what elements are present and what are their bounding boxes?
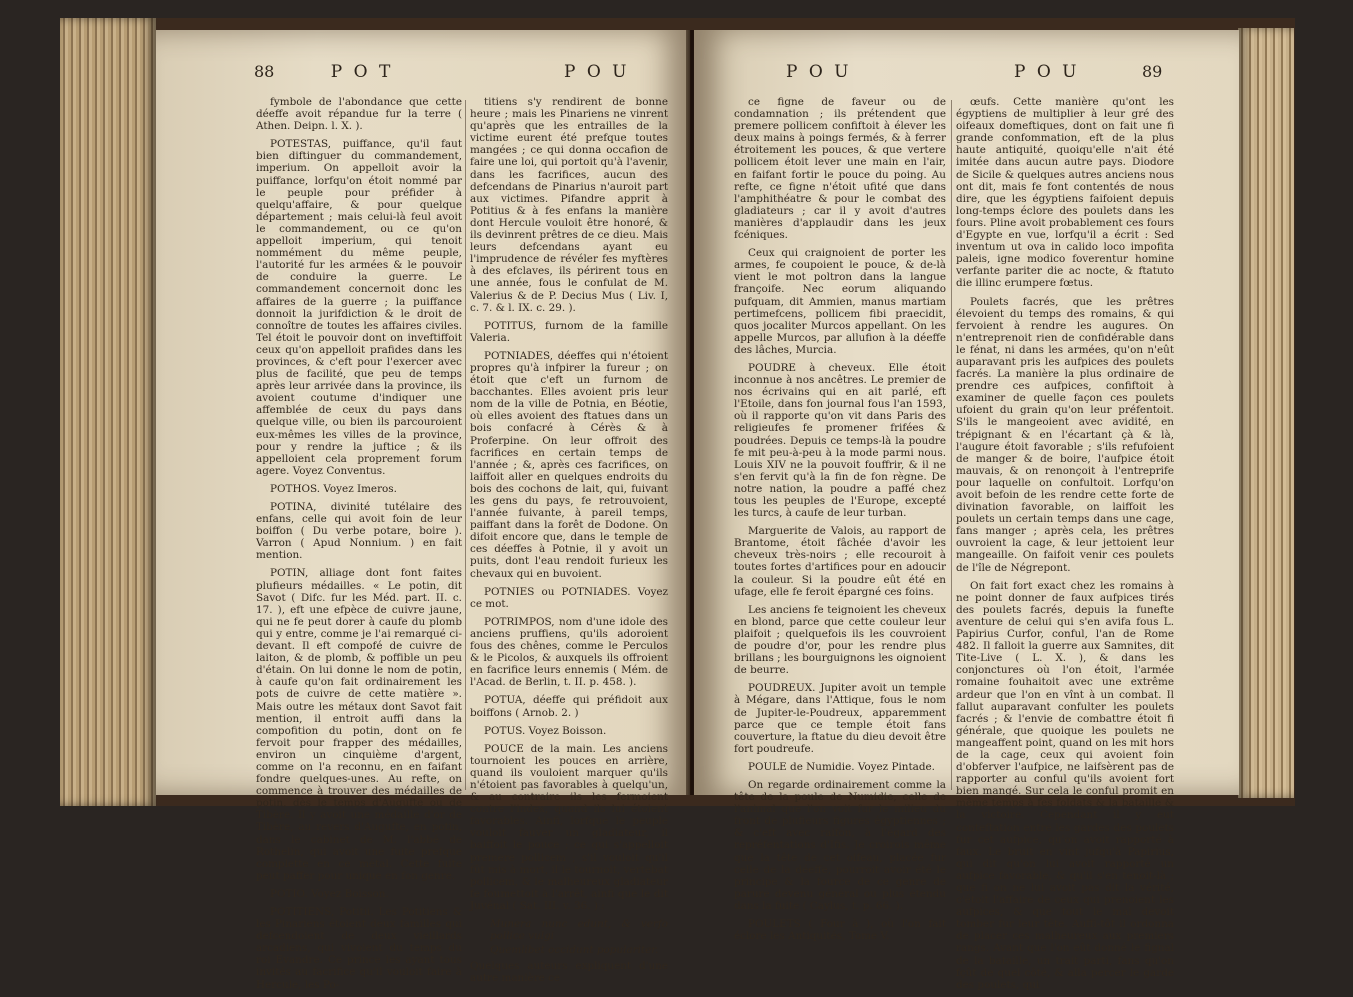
paragraph: POTITIENS, Potitii. Les Potitiens & les Pinariens étoient deux familles qui defcendoient de deux vieillards arcadiens, qui vivoient du temps du roi Evandre. Ce prince les ayant tous invités au facrifice qu'il vouloit faire à Hercule, les Po- <box>256 906 462 991</box>
paragraph: Ceux qui craignoient de porter les armes, fe coupoient le pouce, & de-là vient le mot poltron dans la langue françoife. Nec eorum aliquando pufquam, dit Ammien, manus martiam pertimefcens, pollicem fibi praecidit, quos jocaliter Murcos appellant. On les appelle Murcos, par allufion à la déeffe des lâches, Murcia. <box>734 247 946 356</box>
left-page-edges <box>60 18 156 806</box>
left-page-header <box>254 62 630 82</box>
paragraph: Quelques auteurs expliquent d'une autre manière ce <box>470 960 668 985</box>
paragraph: POTIO. Voyez Boisson. <box>270 887 389 900</box>
right-page-edges <box>1238 28 1294 798</box>
left-column-2 <box>470 96 668 990</box>
paragraph: POTESTAS, puiffance, qu'il faut bien diftinguer du commandement, imperium. On appelloit avoir la puiffance, lorfqu'on étoit nommé par le peuple pour préfider à quelqu'affaire, & pour quelque département ; mais celui-là feul avoit le commandement, ou ce qu'on appelloit imperium, qui tenoit nommément du même peuple, l'autorité fur les armées & le pouvoir de conduire la guerre. Le commandement concernoit donc les affaires de la guerre ; la puiffance donnoit la jurifdiction & le droit de connoître de toutes les affaires civiles. Tel étoit le pouvoir dont on inveftiffoit ceux qu'on appelloit prafides dans les provinces, & c'eft pour l'exercer avec plus de facilité, que peu de temps après leur arrivée dans la province, ils avoient coutume d'indiquer une affemblée de ceux du pays dans quelque ville, ou bien ils parcouroient eux-mêmes les villes de la province, pour y rendre la juftice ; & ils appelloient cela proprement forum agere. Voyez Conventus. <box>256 138 462 477</box>
paragraph: œufs. Cette manière qu'ont les égyptiens de multiplier à leur gré des oifeaux domeftiques, dont on fait une fi grande confommation, eft de la plus haute antiquité, quoiqu'elle n'ait été imitée dans aucun autre pays. Diodore de Sicile & quelques autres anciens nous ont dit, mais fe font contentés de nous dire, que les égyptiens faifoient depuis long-temps éclore des poulets dans les fours. Pline avoit probablement ces fours d'Egypte en vue, lorfqu'il a écrit : Sed inventum ut ova in calido loco impofita paleis, igne modico foverentur homine verfante pariter die ac nocte, & ftatuto die illinc erumpere fœtus. <box>956 96 1174 290</box>
paragraph: POTNIES ou POTNIADES. Voyez ce mot. <box>470 585 668 610</box>
paragraph: POTINA, divinité tutélaire des enfans, celle qui avoit foin de leur boiffon ( Du verbe potare, boire ). Varron ( Apud Nonnium. ) en fait mention. <box>256 501 462 562</box>
paragraph: POTUS. Voyez Boisson. <box>484 724 607 737</box>
verse-line: Munera nunc edunt, & verfo pollice vulgi <box>490 918 668 943</box>
right-header-word-2: P O U <box>1014 62 1080 82</box>
paragraph: POUDREUX. Jupiter avoit un temple à Mégare, dans l'Attique, fous le nom de Jupiter-le-Poudreux, apparemment parce que ce temple étoit fans couverture, la ftatue du dieu devoit être fort poudreufe. <box>734 682 946 755</box>
right-page-number: 89 <box>1142 62 1163 81</box>
left-header-word-2: P O U <box>564 62 630 82</box>
paragraph: POTRIMPOS, nom d'une idole des anciens pruffiens, qu'ils adoroient fous des chênes, comme le Perculos & le Picolos, & auxquels ils offroient en facrifice leurs ennemis ( Mém. de l'Acad. de Berlin, t. II. p. 458. ). <box>470 615 668 689</box>
column-rule <box>951 100 952 790</box>
right-column-1 <box>734 96 946 948</box>
paragraph: Poulets facrés, que les prêtres élevoient du temps des romains, & qui fervoient à rendre les augures. On n'entreprenoit rien de confidérable dans le fénat, ni dans les armées, qu'on n'eût auparavant pris les aufpices des poulets facrés. La manière la plus ordinaire de prendre ces aufpices, confiftoit à examiner de quelle façon ces poulets ufoient du grain qu'on leur préfentoit. S'ils le mangeoient avec avidité, en trépignant & en l'écartant çà & là, l'augure étoit favorable ; s'ils refufoient de manger & de boire, l'aufpice étoit mauvais, & on renonçoit à l'entreprife pour laquelle on confultoit. Lorfqu'on avoit befoin de les rendre cette forte de divination favorable, on laiffoit les poulets un certain temps dans une cage, fans manger ; après cela, les prêtres ouvroient la cage, & leur jettoient leur mangeaille. On faifoit venir ces poulets de l'île de Négrepont. <box>956 295 1174 574</box>
left-page <box>156 30 690 991</box>
paragraph: POULE de Numidie. Voyez Pintade. <box>748 760 935 773</box>
paragraph: Les anciens fe teignoient les cheveux en blond, parce que cette couleur leur plaifoit ; quelquefois ils les couvroient de poudre d'or, pour les rendre plus brillans ; les bourguignons les oignoient de beurre. <box>734 603 946 677</box>
paragraph: POUDRE à cheveux. Elle étoit inconnue à nos ancêtres. Le premier de nos écrivains qui en ait parlé, eft l'Etoile, dans fon journal fous l'an 1593, où il rapporte qu'on vit dans Paris des religieufes fe promener frifées & poudrées. Depuis ce temps-là la poudre fe mit peu-à-peu à la mode parmi nous. Louis XIV ne la pouvoit fouffrir, & il ne s'en fervit qu'à la fin de fon règne. De notre nation, la poudre a paffé chez tous les peuples de l'Europe, excepté les turcs, à caufe de leur turban. <box>734 361 946 520</box>
paragraph: POTHOS. Voyez Imeros. <box>270 482 397 495</box>
paragraph: POTUA, déeffe qui préfidoit aux boiffons ( Arnob. 2. ) <box>470 694 668 719</box>
left-column-1 <box>256 96 462 997</box>
paragraph: POULETS ( Four à ), où l'on fait éclore les Antiquités, Tome V. <box>734 918 946 943</box>
right-header-word: P O U <box>786 62 852 82</box>
left-page-number: 88 <box>254 62 275 81</box>
right-page <box>694 30 1239 991</box>
paragraph: POTITUS, furnom de la famille Valeria. <box>470 319 668 344</box>
right-page-header <box>786 62 1226 82</box>
paragraph: ce figne de faveur ou de condamnation ; ils prétendent que premere pollicem confiftoit à élever les deux mains à poings fermés, & à ferrer étroitement les pouces, & que vertere pollicem étoit lever une main en l'air, en faifant fortir le pouce du poing. Au refte, ce figne n'étoit ufité que dans l'amphithéatre & pour le combat des gladiateurs ; car il y avoit d'autres manières d'applaudir dans les jeux fcéniques. <box>734 96 946 242</box>
paragraph: POUCE de la main. Les anciens tournoient les pouces en arrière, quand ils vouloient marquer qu'ils n'étoient pas favorables à quelqu'un, & au contraire ils les fermoient contre l'index, quand ils lui étoient favorables. Ainfi, lorfque le peuple vouloit fauver un gladiateur, il baiffoit le pouce ; ce qui s'appelloit premere pollicem ; s'il vouloit qu'il fût mis à mort, il le tournoit, vertebat pollicem, & le malheureux gladiateur fe foumettoit à l'arrêt, ainfi que le dit Juvénal ( Sat. III. v. 36. ) : <box>470 742 668 912</box>
paragraph: On regarde ordinairement comme la tête de la poule de Numidie, celle de l'animal que l'on voit fur le milieu du front de plufieurs figures égyptiennes ; & c'eft avec raifon, à l'égard des repréfentations d'Ifis. Je croirois même que la tête de cet oifeau, placée fur celle de la déeffe, pourroit avoir été le principe & la fource de ce genre de parure devenu général ou plus étendu dans la fuite ( Caylus, t. p. 66. ). <box>734 778 946 912</box>
verse-line: Quemlibet occidunt populariter. <box>490 944 659 957</box>
left-header-word: P O T <box>330 62 394 82</box>
paragraph: Marguerite de Valois, au rapport de Brantome, étoit fâchée d'avoir les cheveux très-noirs ; elle recouroit à toutes fortes d'artifices pour en adoucir la couleur. Si la poudre eût été en ufage, elle fe feroit épargné ces foins. <box>734 525 946 598</box>
paragraph: fymbole de l'abondance que cette déeffe avoit répandue fur la terre ( Athen. Deipn. l. X. ). <box>256 96 462 133</box>
paragraph: POTIN, alliage dont font faites plufieurs médailles. « Le potin, dit Savot ( Difc. fur les Méd. part. II. c. 17. ), eft une efpèce de cuivre jaune, qui ne fe peut dorer à caufe du plomb qui y entre, comme je l'ai remarqué ci-devant. Il eft compofé de cuivre de laiton, & de plomb, & poffible un peu d'étain. On lui donne le nom de potin, à caufe qu'on fait ordinairement les pots de cuivre de cette matière ». Mais outre les métaux dont Savot fait mention, il entroit auffi dans la compofition du potin, dont on fe fervoit pour frapper des médailles, environ un cinquième d'argent, comme on l'a reconnu, en en faifant fondre quelques-unes. Au refte, on commence à trouver des médailles de potin, dès le temps d'Augufte ou de Tibère. Il y avoit une médaille d'or de Tibère, au revers d'Augufte, en potin, dans le cabinet de M. l'abbé de Rothelin, qui avoit une fuite prefque complette en ce métal. Cette fuite peut paffer pour unique en fon genre. <box>256 567 462 882</box>
paragraph: POTNIADES, déeffes qui n'étoient propres qu'à infpirer la fureur ; on étoit que c'eft un furnom de bacchantes. Elles avoient pris leur nom de la ville de Potnia, en Béotie, où elles avoient des ftatues dans un bois confacré à Cérès & à Proferpine. On leur offroit des facrifices en certain temps de l'année ; &, après ces facrifices, on laiffoit aller en quelques endroits du bois des cochons de lait, qui, fuivant les gens du pays, fe retrouvoient, l'année fuivante, à pareil temps, paiffant dans la forêt de Dodone. On difoit encore que, dans le temple de ces déeffes à Potnie, il y avoit un puits, dont l'eau rendoit furieux les chevaux qui en buvoient. <box>470 349 668 580</box>
paragraph: titiens s'y rendirent de bonne heure ; mais les Pinariens ne vinrent qu'après que les entrailles de la victime eurent été prefque toutes mangées ; ce qui donna occafion de faire une loi, qui portoit qu'à l'avenir, dans les facrifices, aucun des defcendans de Pinarius n'auroit part aux victimes. Pifandre apprit à Potitius & à fes enfans la manière dont Hercule vouloit être honoré, & ils devinrent prêtres de ce dieu. Mais leurs defcendans ayant eu l'imprudence de révéler fes myftères à des efclaves, ils périrent tous en une année, fous le confulat de M. Valerius & de P. Decius Mus ( Liv. I, c. 7. & l. IX. c. 29. ). <box>470 96 668 314</box>
column-rule <box>465 100 466 790</box>
right-column-2 <box>956 96 1174 997</box>
paragraph: On fait fort exact chez les romains à ne point donner de faux aufpices tirés des poulets facrés, depuis la funefte aventure de celui qui s'en avifa fous L. Papirius Curfor, conful, l'an de Rome 482. Il falloit la guerre aux Samnites, dit Tite-Live ( L. X. ), & dans les conjonctures où l'on étoit, l'armée romaine fouhaitoit avec une extrême ardeur que l'on en vînt à un combat. Il fallut auparavant confulter les poulets facrés ; & l'envie de combattre étoit fi générale, que quoique les poulets ne mangeaffent point, quand on les mit hors de la cage, ceux qui avoient foin d'obferver l'aufpice, ne laifsèrent pas de rapporter au conful qu'ils avoient fort bien mangé. Sur cela le conful promit en même temps à fes foldats & la bataille & la victoire. Cependant il y eut conteftation entre les gardes des poulets fur cet aufpice, qu'on avoit rapporté à faux. Le bruit en vint jufqu'à Papirius, qui dit qu'on lui avoit rapporté un aufpice favorable, & qu'il s'en tenoit-là ; que fi on ne lui avoit pas dit la vérité, c'étoit l'affaire de ceux qui prenoient les aufpices, & que tout le mal devoit tomber fur leur tête. Auffi-tôt il ordonna de placer ces malheureux aux premiers rangs. Avant que l'on eût donné le fignal de la bataille, un trait parti, fans qu'on fçût de quel côté, & alla percer le garde des poulets, qui <box>956 579 1174 991</box>
